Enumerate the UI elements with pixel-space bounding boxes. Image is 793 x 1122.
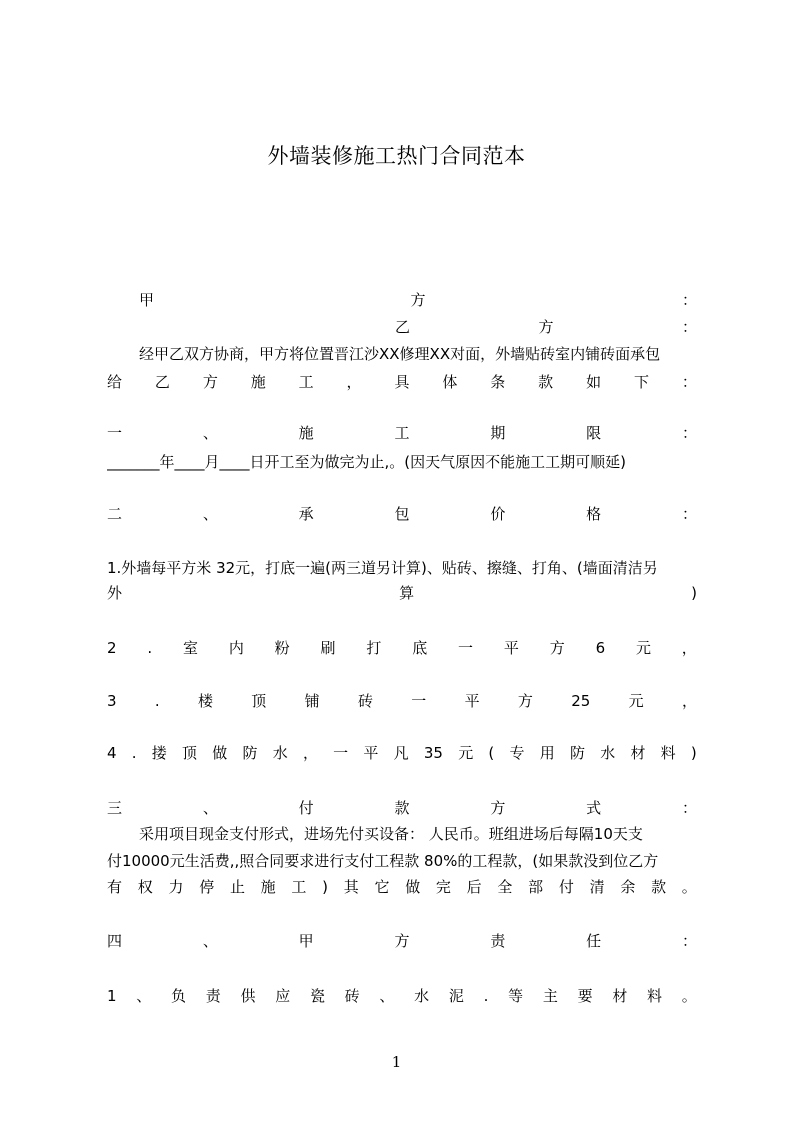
text-token: 粉 xyxy=(274,639,290,657)
text-token: 权 xyxy=(137,878,153,896)
text-token: 砖 xyxy=(357,692,373,710)
text-token: ： xyxy=(681,291,697,309)
text-token: 方 xyxy=(202,373,218,391)
text-token: 有 xyxy=(107,878,123,896)
text-line xyxy=(107,501,697,527)
text-token: 、 xyxy=(136,987,152,1005)
text-token: ( xyxy=(488,744,495,762)
text-token: . xyxy=(147,639,153,657)
text-token: 方 xyxy=(410,291,426,309)
text-token: 做 xyxy=(405,878,421,896)
text-token: 。 xyxy=(681,878,697,896)
text-token: 三 xyxy=(107,799,123,817)
text-token: 顶 xyxy=(251,692,267,710)
text-token: 方 xyxy=(490,799,506,817)
text-line xyxy=(107,740,697,766)
text-token: . xyxy=(154,692,160,710)
text-token: 。 xyxy=(681,987,697,1005)
text-token: 平 xyxy=(503,639,519,657)
text-token: 具 xyxy=(394,373,410,391)
text-token: 、 xyxy=(202,799,218,817)
text-token: 防 xyxy=(569,744,585,762)
text-token: 顶 xyxy=(182,744,198,762)
text-line xyxy=(107,874,697,900)
text-token: 刷 xyxy=(320,639,336,657)
text-token: 瓷 xyxy=(309,987,325,1005)
text-token: 元 xyxy=(628,692,644,710)
text-token: 4 xyxy=(107,744,117,762)
text-token: 砖 xyxy=(344,987,360,1005)
text-line xyxy=(107,314,697,340)
text-token: 料 xyxy=(660,744,676,762)
text-line: 采用项目现金支付形式，进场先付买设备： 人民币。班组进场后每隔10天支 xyxy=(139,825,643,843)
text-token: 元 xyxy=(458,744,474,762)
text-token: 价 xyxy=(490,505,506,523)
text-token: 方 xyxy=(517,692,533,710)
text-line xyxy=(107,580,697,606)
text-line xyxy=(107,287,697,313)
text-token: 式 xyxy=(586,799,602,817)
text-token: 主 xyxy=(542,987,558,1005)
text-token: 平 xyxy=(464,692,480,710)
text-token: 格 xyxy=(586,505,602,523)
text-token: 条 xyxy=(490,373,506,391)
text-token: 材 xyxy=(630,744,646,762)
text-token: 元 xyxy=(635,639,651,657)
text-token: 止 xyxy=(229,878,245,896)
text-token: 3 xyxy=(107,692,117,710)
text-token: 水 xyxy=(600,744,616,762)
text-token: 专 xyxy=(509,744,525,762)
text-token: ： xyxy=(681,424,697,442)
text-token: 付 xyxy=(558,878,574,896)
text-token: 它 xyxy=(374,878,390,896)
text-token: 材 xyxy=(612,987,628,1005)
text-token: 一 xyxy=(411,692,427,710)
text-token: 施 xyxy=(250,373,266,391)
text-token: 乙 xyxy=(395,318,411,336)
text-token: ) xyxy=(322,878,328,896)
text-token: . xyxy=(483,987,489,1005)
text-line xyxy=(107,928,697,954)
text-token: 、 xyxy=(202,424,218,442)
text-token: 四 xyxy=(107,932,123,950)
text-token: 、 xyxy=(202,932,218,950)
text-line xyxy=(107,420,697,446)
text-token: 做 xyxy=(212,744,228,762)
text-token: 、 xyxy=(379,987,395,1005)
text-token: ) xyxy=(690,744,697,762)
text-token: 1 xyxy=(107,987,117,1005)
text-token: 平 xyxy=(363,744,379,762)
text-token: 底 xyxy=(412,639,428,657)
text-token: 付 xyxy=(298,799,314,817)
text-token: ， xyxy=(302,744,318,762)
text-token: 方 xyxy=(538,318,554,336)
text-token: 体 xyxy=(442,373,458,391)
text-token: 楼 xyxy=(197,692,213,710)
text-token: 其 xyxy=(343,878,359,896)
text-token: 凡 xyxy=(393,744,409,762)
text-token: 力 xyxy=(168,878,184,896)
page-number: 1 xyxy=(391,1053,402,1071)
text-token: 搂 xyxy=(151,744,167,762)
text-token: 2 xyxy=(107,639,117,657)
text-token: 等 xyxy=(508,987,524,1005)
text-token: 工 xyxy=(291,878,307,896)
text-token: 后 xyxy=(466,878,482,896)
text-token: 款 xyxy=(651,878,667,896)
text-line: _______年____月____日开工至为做完为止,。(因天气原因不能施工工期可顺延) xyxy=(107,453,626,471)
text-token: 完 xyxy=(435,878,451,896)
text-token: ， xyxy=(681,639,697,657)
text-token: 工 xyxy=(394,424,410,442)
text-line xyxy=(107,795,697,821)
text-token: 一 xyxy=(458,639,474,657)
text-token: ： xyxy=(681,799,697,817)
text-token: 余 xyxy=(620,878,636,896)
text-token: 打 xyxy=(366,639,382,657)
text-line xyxy=(107,983,697,1009)
text-token: 算 xyxy=(399,584,415,602)
text-line xyxy=(107,688,697,714)
text-token: 负 xyxy=(171,987,187,1005)
text-token: ： xyxy=(681,932,697,950)
text-token: ， xyxy=(346,373,362,391)
text-token: 期 xyxy=(490,424,506,442)
text-token: 35 xyxy=(423,744,443,762)
text-token: 施 xyxy=(260,878,276,896)
text-token: ， xyxy=(681,692,697,710)
text-token: 任 xyxy=(586,932,602,950)
text-token: ) xyxy=(691,584,697,602)
text-token: 、 xyxy=(202,505,218,523)
text-token: 室 xyxy=(182,639,198,657)
text-token: 款 xyxy=(538,373,554,391)
text-token: 应 xyxy=(275,987,291,1005)
text-line: 经甲乙双方协商，甲方将位置晋江沙XX修理XX对面，外墙贴砖室内铺砖面承包 xyxy=(139,345,661,363)
text-token: 甲 xyxy=(139,291,155,309)
text-token: 料 xyxy=(647,987,663,1005)
text-token: 限 xyxy=(586,424,602,442)
text-token: 水 xyxy=(414,987,430,1005)
text-token: . xyxy=(131,744,137,762)
text-token: ： xyxy=(681,318,697,336)
text-token: 一 xyxy=(333,744,349,762)
text-token: 施 xyxy=(298,424,314,442)
text-token: 方 xyxy=(549,639,565,657)
text-line: 付10000元生活费,,照合同要求进行支付工程款 80%的工程款，(如果款没到位乙方 xyxy=(107,852,659,870)
text-token: 供 xyxy=(240,987,256,1005)
text-token: 乙 xyxy=(154,373,170,391)
text-token: 部 xyxy=(528,878,544,896)
text-line xyxy=(107,635,697,661)
text-token: 清 xyxy=(589,878,605,896)
text-token: 包 xyxy=(394,505,410,523)
text-token: 铺 xyxy=(304,692,320,710)
text-token: 25 xyxy=(571,692,591,710)
text-token: 责 xyxy=(490,932,506,950)
text-token: 防 xyxy=(242,744,258,762)
text-token: 给 xyxy=(107,373,123,391)
text-token: 用 xyxy=(539,744,555,762)
text-token: 如 xyxy=(586,373,602,391)
text-token: 泥 xyxy=(448,987,464,1005)
text-token: 甲 xyxy=(298,932,314,950)
text-token: 水 xyxy=(272,744,288,762)
text-token: ： xyxy=(681,505,697,523)
text-token: 停 xyxy=(199,878,215,896)
text-token: 工 xyxy=(298,373,314,391)
text-line: 1.外墙每平方米 32元，打底一遍(两三道另计算)、贴砖、擦缝、打角、(墙面清洁另 xyxy=(107,559,658,577)
text-token: 内 xyxy=(228,639,244,657)
text-token: 一 xyxy=(107,424,123,442)
text-token: 承 xyxy=(298,505,314,523)
document-title: 外墙装修施工热门合同范本 xyxy=(267,144,526,168)
text-token: 下 xyxy=(633,373,649,391)
text-token: 要 xyxy=(577,987,593,1005)
text-token: 6 xyxy=(595,639,606,657)
text-line xyxy=(107,369,697,395)
text-token: 全 xyxy=(497,878,513,896)
text-token: 款 xyxy=(394,799,410,817)
text-token: 方 xyxy=(394,932,410,950)
text-token: 责 xyxy=(205,987,221,1005)
text-token: 外 xyxy=(107,584,123,602)
text-token: 二 xyxy=(107,505,123,523)
text-token: ： xyxy=(681,373,697,391)
